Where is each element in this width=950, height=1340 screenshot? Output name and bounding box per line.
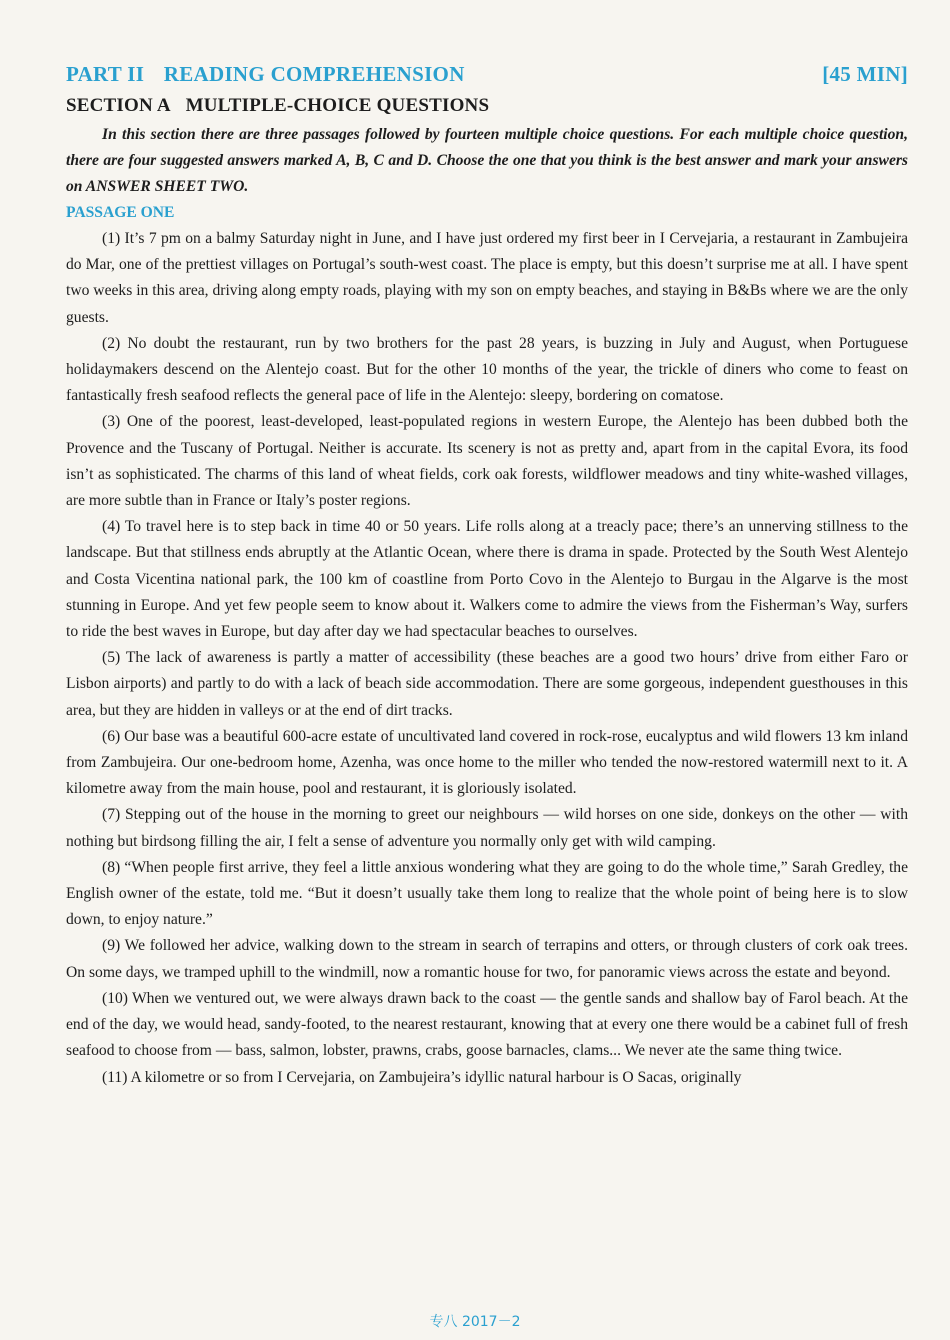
paragraph: (4) To travel here is to step back in time 40 or 50 years. Life rolls along at a treacly pace; there’s an unnerving stillness to the landscape. But that stillness ends abruptly at the Atlantic Ocean, where there is drama in spade. Protected by the South West Alentejo and Costa Vicentina national park, the 100 km of coastline from Porto Covo in the Alentejo to Burgau in the Algarve is the most stunning in Europe. And yet few people seem to know about it. Walkers come to admire the views from the Fisherman’s Way, surfers to ride the best waves in Europe, but day after day we had spectacular beaches to ourselves. [66,518,908,641]
part-title: READING COMPREHENSION [163,62,465,86]
instructions: In this section there are three passages followed by fourteen multiple choice questions. For each multiple choice question, there are four suggested answers marked A, B, C and D. Choose the one that you think is the best answer and mark your answers on ANSWER SHEET TWO. [66,126,908,195]
paragraph: (7) Stepping out of the house in the morning to greet our neighbours — wild horses on one side, donkeys on the other — with nothing but birdsong filling the air, I felt a sense of adventure you normally only get with wild camping. [66,806,908,850]
paragraph: (11) A kilometre or so from I Cervejaria, on Zambujeira’s idyllic natural harbour is O Sacas, originally [102,1068,742,1086]
section-label: SECTION A [66,95,171,116]
part-label: PART II [66,62,145,86]
paragraph: (5) The lack of awareness is partly a matter of accessibility (these beaches are a good two hours’ drive from either Faro or Lisbon airports) and partly to do with a lack of beach side accommodation. There are some gorgeous, independent guesthouses in this area, but they are hidden in valleys or at the end of dirt tracks. [66,649,908,719]
paragraph: (1) It’s 7 pm on a balmy Saturday night in June, and I have just ordered my first beer in I Cervejaria, a restaurant in Zambujeira do Mar, one of the prettiest villages on Portugal’s south-west coast. The place is empty, but this doesn’t surprise me at all. I have spent two weeks in this area, driving along empty roads, playing with my son on empty beaches, and staying in B&Bs where we are the only guests. [66,230,908,326]
section-title: MULTIPLE-CHOICE QUESTIONS [185,95,490,116]
passage-body [66,226,908,1091]
page-footer: 专八 2017－2 [429,1314,521,1330]
part-heading [66,62,479,87]
paragraph: (10) When we ventured out, we were always drawn back to the coast — the gentle sands and shallow bay of Farol beach. At the end of the day, we would head, sandy-footed, to the nearest restaurant, knowing that at every one there would be a cabinet full of fresh seafood to choose from — bass, salmon, lobster, prawns, crabs, goose barnacles, clams... We never ate the same thing twice. [66,989,908,1060]
section-heading [66,95,908,121]
page-content [66,62,908,1091]
passage-title: PASSAGE ONE [66,204,175,221]
paragraph: (2) No doubt the restaurant, run by two brothers for the past 28 years, is buzzing in July and August, when Portuguese holidaymakers descend on the Alentejo coast. But for the other 10 months of the year, the trickle of diners who come to feast on fantastically fresh seafood reflects the general pace of life in the Alentejo: sleepy, bordering on comatose. [66,334,908,405]
part-header [66,62,908,92]
paragraph: (6) Our base was a beautiful 600-acre estate of uncultivated land covered in rock-rose, eucalyptus and wild flowers 13 km inland from Zambujeira. Our one-bedroom home, Azenha, was once home to the miller who tended the now-restored watermill next to it. A kilometre away from the main house, pool and restaurant, it is gloriously isolated. [66,727,908,798]
paragraph: (8) “When people first arrive, they feel a little anxious wondering what they are going to do the whole time,” Sarah Gredley, the English owner of the estate, told me. “But it doesn’t usually take them long to realize that the whole point of being here is to slow down, to enjoy nature.” [66,858,908,929]
paragraph: (9) We followed her advice, walking down to the stream in search of terrapins and otters, or through clusters of cork oak trees. On some days, we tramped uphill to the windmill, now a romantic house for two, for panoramic views across the estate and beyond. [66,937,908,981]
time-limit: [45 MIN] [822,62,908,86]
paragraph: (3) One of the poorest, least-developed, least-populated regions in western Europe, the Alentejo has been dubbed both the Provence and the Tuscany of Portugal. Neither is accurate. Its scenery is not as pretty and, apart from in the capital Evora, its food isn’t as sophisticated. The charms of this land of wheat fields, cork oak forests, wildflower meadows and tiny white-washed villages, are more subtle than in France or Italy’s poster regions. [66,413,908,510]
